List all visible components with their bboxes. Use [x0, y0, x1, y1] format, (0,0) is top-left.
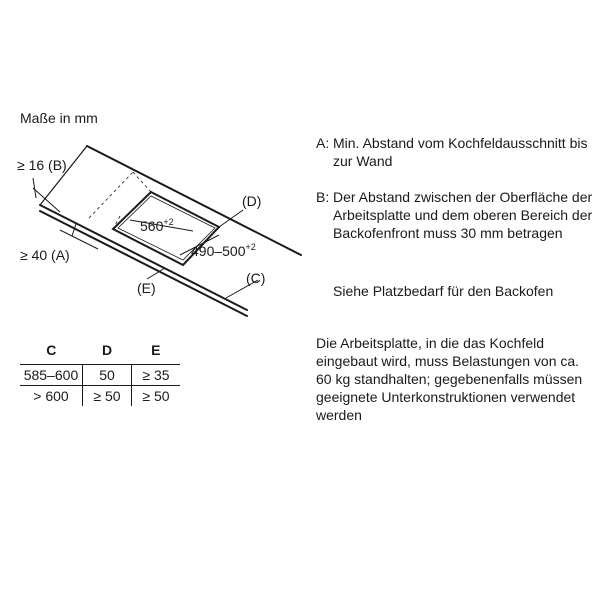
label-e: (E)	[137, 280, 156, 296]
table-row	[20, 365, 180, 386]
units-label: Maße in mm	[20, 110, 98, 126]
wall-projection-line	[89, 172, 133, 218]
legend-b-text: Der Abstand zwischen der Oberfläche der Arbeitsplatte und dem oberen Bereich der Backofenfront muss 30 mm betragen	[333, 189, 593, 241]
label-d: (D)	[242, 193, 262, 209]
dimensions-table	[20, 340, 180, 406]
table-cell: ≥ 35	[132, 365, 181, 386]
legend-b-key: B:	[316, 189, 330, 205]
legend-a	[316, 134, 600, 170]
worktop-left-edge	[40, 146, 87, 205]
table-header-c: C	[46, 342, 57, 358]
table-header-e: E	[151, 342, 161, 358]
depth-label: $490-500^{+2}$	[191, 242, 256, 259]
width-label: $560^{+2}$	[140, 217, 174, 234]
table-row	[20, 386, 180, 407]
label-a: ≥ 40 (A)	[20, 247, 70, 263]
installation-diagram	[0, 0, 310, 330]
label-c: (C)	[246, 270, 266, 286]
table-cell: > 600	[20, 386, 83, 407]
legend-b	[316, 188, 600, 260]
table-header-d: D	[101, 342, 113, 358]
table-cell: 585–600	[20, 365, 83, 386]
load-note: Die Arbeitsplatte, in die das Kochfeld eingebaut wird, muss Belastungen von ca. 60 kg standhalten; gegebenenfalls müssen geeignete Unterkonstruktionen verwendet werden	[316, 335, 583, 423]
legend-a-text: Min. Abstand vom Kochfeldausschnitt bis zur Wand	[333, 135, 588, 169]
legend-a-key: A:	[316, 135, 330, 151]
oven-note: Siehe Platzbedarf für den Backofen	[333, 283, 554, 299]
table-cell: ≥ 50	[142, 388, 170, 404]
label-b: ≥ 16 (B)	[17, 157, 67, 173]
table-cell: ≥ 50	[83, 386, 132, 407]
table-cell: 50	[83, 365, 132, 386]
